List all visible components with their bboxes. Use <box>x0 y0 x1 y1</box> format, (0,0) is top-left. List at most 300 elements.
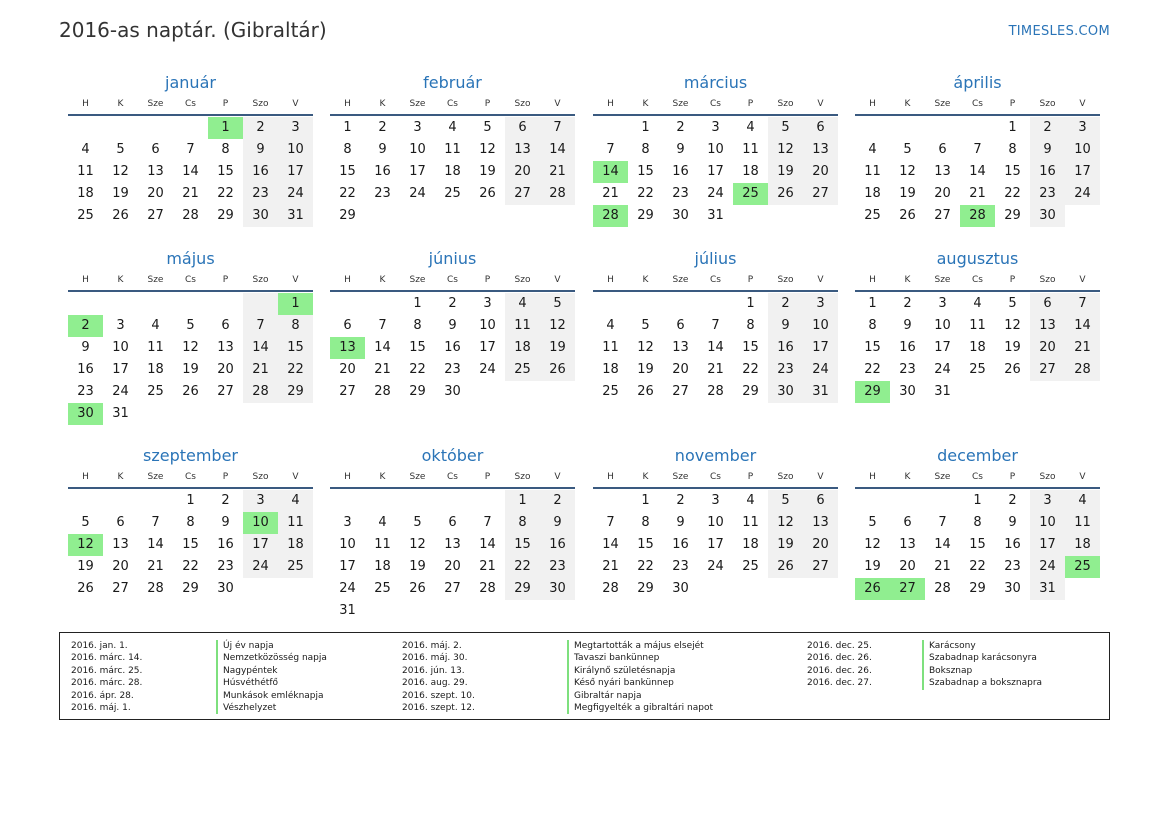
day-cell: 28 <box>147 581 164 596</box>
day-cell: 30 <box>1004 581 1021 596</box>
day-cell: 9 <box>1030 139 1065 161</box>
day-cell: 19 <box>77 559 94 574</box>
empty-day-cell <box>400 490 435 512</box>
day-cell: 8 <box>641 142 650 157</box>
day-cell: 26 <box>409 581 426 596</box>
weekday-header: V <box>554 275 561 285</box>
week-row <box>593 578 838 600</box>
day-cell: 8 <box>1008 142 1017 157</box>
day-cell: 28 <box>374 384 391 399</box>
day-cell: 29 <box>637 581 654 596</box>
day-cell: 22 <box>409 362 426 377</box>
day-cell: 7 <box>1065 293 1100 315</box>
holiday-name: Nagypéntek <box>216 665 278 677</box>
weekday-header: V <box>1079 472 1086 482</box>
header-divider <box>68 114 313 116</box>
day-cell: 1 <box>505 490 540 512</box>
day-cell: 31 <box>707 208 724 223</box>
day-cell: 27 <box>672 384 689 399</box>
day-cell: 31 <box>278 205 313 227</box>
empty-day-cell <box>470 381 505 403</box>
weekday-header: Cs <box>185 472 196 482</box>
day-cell: 14 <box>243 337 278 359</box>
week-row <box>593 556 838 578</box>
day-cell: 25 <box>444 186 461 201</box>
month-name: január <box>165 73 216 92</box>
day-cell: 7 <box>973 142 982 157</box>
day-cell: 3 <box>938 296 947 311</box>
week-row <box>330 556 575 578</box>
day-cell: 19 <box>864 559 881 574</box>
day-cell: 24 <box>112 384 129 399</box>
day-cell: 18 <box>742 537 759 552</box>
day-cell: 15 <box>278 337 313 359</box>
weekday-header: V <box>817 472 824 482</box>
day-cell: 2 <box>676 120 685 135</box>
weekday-header: Szo <box>1039 472 1056 482</box>
day-cell: 31 <box>112 406 129 421</box>
empty-day-cell <box>960 381 995 403</box>
day-cell: 1 <box>868 296 877 311</box>
day-cell: 5 <box>540 293 575 315</box>
weekday-header-row <box>68 272 313 288</box>
empty-day-cell <box>663 293 698 315</box>
month-name: március <box>683 73 748 92</box>
day-cell: 3 <box>1030 490 1065 512</box>
empty-day-cell <box>400 205 435 227</box>
empty-day-cell <box>365 600 400 622</box>
day-cell: 7 <box>938 515 947 530</box>
day-cell: 2 <box>1008 493 1017 508</box>
day-cell: 5 <box>768 117 803 139</box>
day-cell: 26 <box>182 384 199 399</box>
day-cell: 1 <box>746 296 755 311</box>
day-cell: 7 <box>606 142 615 157</box>
weekday-header: Sze <box>934 99 951 109</box>
day-cell: 11 <box>969 318 986 333</box>
weekday-header: P <box>484 275 491 285</box>
day-cell: 20 <box>217 362 234 377</box>
day-cell: 21 <box>1065 337 1100 359</box>
day-cell: 16 <box>768 337 803 359</box>
day-cell: 18 <box>864 186 881 201</box>
day-cell: 5 <box>186 318 195 333</box>
empty-day-cell <box>1030 381 1065 403</box>
day-cell: 14 <box>602 537 619 552</box>
day-cell: 15 <box>742 340 759 355</box>
day-cell: 11 <box>505 315 540 337</box>
holiday-date: 2016. ápr. 28. <box>71 690 134 701</box>
day-cell: 16 <box>217 537 234 552</box>
week-row <box>593 139 838 161</box>
day-cell: 13 <box>217 340 234 355</box>
weekday-header: H <box>607 472 614 482</box>
weekday-header: P <box>1009 275 1016 285</box>
day-cell: 21 <box>479 559 496 574</box>
day-cell: 2 <box>1030 117 1065 139</box>
day-cell: 23 <box>217 559 234 574</box>
week-row <box>68 490 313 512</box>
day-cell: 12 <box>768 139 803 161</box>
day-cell: 2 <box>378 120 387 135</box>
empty-day-cell <box>768 578 803 600</box>
weekday-header: V <box>554 99 561 109</box>
day-cell: 22 <box>742 362 759 377</box>
day-cell: 17 <box>707 537 724 552</box>
brand-link[interactable]: TIMESLES.COM <box>1008 24 1110 39</box>
empty-day-cell <box>138 490 173 512</box>
weekday-header: V <box>1079 99 1086 109</box>
weekday-header: Cs <box>972 472 983 482</box>
holiday-name: Karácsony <box>922 640 976 652</box>
holiday-date: 2016. dec. 26. <box>807 653 872 664</box>
weekday-header: Cs <box>710 472 721 482</box>
week-row <box>855 183 1100 205</box>
day-cell: 19 <box>409 559 426 574</box>
day-cell: 24 <box>1065 183 1100 205</box>
weekday-header: Szo <box>1039 99 1056 109</box>
weekday-header: V <box>817 275 824 285</box>
day-cell: 20 <box>112 559 129 574</box>
day-cell: 18 <box>505 337 540 359</box>
empty-day-cell <box>925 490 960 512</box>
day-cell: 12 <box>182 340 199 355</box>
month-calendar <box>68 72 313 227</box>
month-calendar <box>330 248 575 403</box>
header-divider <box>68 290 313 292</box>
day-cell: 17 <box>409 164 426 179</box>
day-cell: 15 <box>505 534 540 556</box>
day-cell: 21 <box>147 559 164 574</box>
day-cell: 24 <box>707 186 724 201</box>
weekday-header: Szo <box>514 99 531 109</box>
day-cell: 3 <box>483 296 492 311</box>
week-row <box>593 205 838 227</box>
week-row <box>855 534 1100 556</box>
weekday-header: Szo <box>777 275 794 285</box>
day-cell: 23 <box>374 186 391 201</box>
day-cell: 21 <box>707 362 724 377</box>
week-row <box>855 512 1100 534</box>
day-cell: 13 <box>803 512 838 534</box>
weekday-header: Cs <box>710 99 721 109</box>
day-cell: 10 <box>278 139 313 161</box>
weekday-header: Szo <box>514 275 531 285</box>
header-divider <box>593 290 838 292</box>
day-cell: 20 <box>672 362 689 377</box>
day-cell: 30 <box>672 208 689 223</box>
day-cell: 13 <box>672 340 689 355</box>
day-cell: 10 <box>112 340 129 355</box>
day-cell: 7 <box>540 117 575 139</box>
day-cell: 14 <box>374 340 391 355</box>
day-cell: 19 <box>1004 340 1021 355</box>
holiday-name: Késő nyári bankünnep <box>567 677 674 689</box>
day-cell: 1 <box>186 493 195 508</box>
day-cell: 7 <box>606 515 615 530</box>
empty-day-cell <box>733 205 768 227</box>
day-cell: 4 <box>378 515 387 530</box>
day-cell: 31 <box>934 384 951 399</box>
day-cell: 29 <box>182 581 199 596</box>
header-divider <box>330 290 575 292</box>
empty-day-cell <box>138 117 173 139</box>
weekday-header: V <box>292 275 299 285</box>
day-cell: 13 <box>112 537 129 552</box>
empty-day-cell <box>278 403 313 425</box>
month-name: szeptember <box>142 446 238 465</box>
day-cell: 6 <box>803 117 838 139</box>
weekday-header: Cs <box>710 275 721 285</box>
day-cell: 24 <box>243 556 278 578</box>
day-cell: 11 <box>742 515 759 530</box>
month-calendar <box>68 248 313 425</box>
week-row <box>68 534 313 556</box>
day-cell: 2 <box>540 490 575 512</box>
empty-day-cell <box>243 403 278 425</box>
weekday-header-row <box>68 96 313 112</box>
day-cell: 27 <box>147 208 164 223</box>
holiday-date: 2016. dec. 27. <box>807 678 872 689</box>
week-row <box>68 161 313 183</box>
empty-day-cell <box>698 293 733 315</box>
day-cell: 14 <box>479 537 496 552</box>
weekday-header: Cs <box>185 275 196 285</box>
holiday-date: 2016. márc. 14. <box>71 653 143 664</box>
day-cell: 19 <box>768 534 803 556</box>
weekday-header: Sze <box>147 99 164 109</box>
day-cell: 22 <box>1004 186 1021 201</box>
day-cell: 13 <box>444 537 461 552</box>
month-calendar <box>330 445 575 622</box>
day-cell: 14 <box>182 164 199 179</box>
week-row <box>855 161 1100 183</box>
week-row <box>330 381 575 403</box>
empty-day-cell <box>138 293 173 315</box>
day-cell: 27 <box>803 556 838 578</box>
empty-day-cell <box>68 490 103 512</box>
weekday-header: P <box>484 99 491 109</box>
week-row <box>330 337 575 359</box>
holiday-name: Szabadnap a boksznapra <box>922 677 1042 689</box>
day-cell: 24 <box>1030 556 1065 578</box>
day-cell: 3 <box>278 117 313 139</box>
day-cell: 8 <box>278 315 313 337</box>
weekday-header: V <box>817 99 824 109</box>
day-cell: 23 <box>243 183 278 205</box>
day-cell: 23 <box>540 556 575 578</box>
day-cell: 29 <box>1004 208 1021 223</box>
weekday-header: Szo <box>252 275 269 285</box>
day-cell: 21 <box>602 186 619 201</box>
day-cell: 15 <box>339 164 356 179</box>
day-cell: 27 <box>934 208 951 223</box>
week-row <box>330 490 575 512</box>
weekday-header: Sze <box>147 472 164 482</box>
day-cell: 12 <box>637 340 654 355</box>
empty-day-cell <box>505 381 540 403</box>
day-cell: 3 <box>711 120 720 135</box>
day-cell: 25 <box>374 581 391 596</box>
empty-day-cell <box>1065 381 1100 403</box>
day-cell: 6 <box>116 515 125 530</box>
header-divider <box>855 114 1100 116</box>
holiday-name: Megtartották a május elsejét <box>567 640 704 652</box>
empty-day-cell <box>365 490 400 512</box>
empty-day-cell <box>400 600 435 622</box>
day-cell: 17 <box>934 340 951 355</box>
week-row <box>68 381 313 403</box>
weekday-header: K <box>904 472 911 482</box>
day-cell: 28 <box>707 384 724 399</box>
day-cell: 1 <box>973 493 982 508</box>
day-cell: 15 <box>217 164 234 179</box>
empty-day-cell <box>803 578 838 600</box>
day-cell: 15 <box>864 340 881 355</box>
holiday-name: Megfigyelték a gibraltári napot <box>567 702 713 714</box>
day-cell: 16 <box>374 164 391 179</box>
empty-day-cell <box>505 600 540 622</box>
day-cell: 11 <box>374 537 391 552</box>
weekday-header: Sze <box>672 99 689 109</box>
day-cell: 10 <box>479 318 496 333</box>
weekday-header: H <box>607 275 614 285</box>
day-cell: 23 <box>77 384 94 399</box>
week-row <box>593 359 838 381</box>
holiday-date: 2016. szept. 12. <box>402 703 475 713</box>
holiday-list <box>59 632 1110 720</box>
day-cell: 17 <box>479 340 496 355</box>
day-cell: 25 <box>742 559 759 574</box>
day-cell: 23 <box>1004 559 1021 574</box>
day-cell: 16 <box>672 164 689 179</box>
day-cell: 1 <box>641 120 650 135</box>
empty-day-cell <box>470 205 505 227</box>
day-cell: 22 <box>969 559 986 574</box>
day-cell: 29 <box>339 208 356 223</box>
day-cell: 5 <box>1008 296 1017 311</box>
day-cell: 23 <box>672 186 689 201</box>
day-cell: 18 <box>602 362 619 377</box>
day-cell: 3 <box>711 493 720 508</box>
weekday-header: H <box>607 99 614 109</box>
day-cell: 6 <box>903 515 912 530</box>
weekday-header: P <box>222 275 229 285</box>
day-cell: 15 <box>409 340 426 355</box>
day-cell: 24 <box>934 362 951 377</box>
empty-day-cell <box>698 578 733 600</box>
week-row <box>330 183 575 205</box>
holiday-date: 2016. máj. 30. <box>402 653 468 664</box>
day-cell: 25 <box>505 359 540 381</box>
weekday-header: P <box>747 275 754 285</box>
day-cell: 19 <box>637 362 654 377</box>
day-cell: 4 <box>746 493 755 508</box>
day-cell: 14 <box>147 537 164 552</box>
day-cell: 11 <box>77 164 94 179</box>
empty-day-cell <box>803 205 838 227</box>
holiday-day-cell: 1 <box>278 293 313 315</box>
day-cell: 9 <box>676 515 685 530</box>
week-row <box>330 359 575 381</box>
empty-day-cell <box>208 403 243 425</box>
holiday-date: 2016. márc. 28. <box>71 678 143 689</box>
day-cell: 18 <box>444 164 461 179</box>
day-cell: 15 <box>1004 164 1021 179</box>
empty-day-cell <box>138 403 173 425</box>
day-cell: 20 <box>147 186 164 201</box>
week-row <box>855 337 1100 359</box>
day-cell: 3 <box>1065 117 1100 139</box>
month-name: december <box>937 446 1018 465</box>
day-cell: 27 <box>339 384 356 399</box>
weekday-header: K <box>642 275 649 285</box>
day-cell: 29 <box>742 384 759 399</box>
day-cell: 25 <box>147 384 164 399</box>
week-row <box>855 315 1100 337</box>
day-cell: 21 <box>540 161 575 183</box>
day-cell: 26 <box>77 581 94 596</box>
empty-day-cell <box>540 600 575 622</box>
week-row <box>593 490 838 512</box>
holiday-name: Vészhelyzet <box>216 702 276 714</box>
day-cell: 30 <box>217 581 234 596</box>
week-row <box>68 556 313 578</box>
day-cell: 17 <box>707 164 724 179</box>
weekday-header: K <box>117 99 124 109</box>
empty-day-cell <box>243 293 278 315</box>
holiday-date: 2016. dec. 25. <box>807 641 872 651</box>
day-cell: 3 <box>413 120 422 135</box>
day-cell: 14 <box>934 537 951 552</box>
day-cell: 1 <box>1008 120 1017 135</box>
weekday-header: P <box>484 472 491 482</box>
weekday-header: Sze <box>934 472 951 482</box>
day-cell: 17 <box>243 534 278 556</box>
holiday-name: Húsvéthétfő <box>216 677 278 689</box>
holiday-day-cell: 28 <box>593 205 628 227</box>
day-cell: 8 <box>746 318 755 333</box>
day-cell: 10 <box>934 318 951 333</box>
week-row <box>68 578 313 600</box>
week-row <box>68 337 313 359</box>
weekday-header: K <box>117 275 124 285</box>
day-cell: 5 <box>413 515 422 530</box>
day-cell: 3 <box>343 515 352 530</box>
day-cell: 26 <box>768 183 803 205</box>
day-cell: 11 <box>278 512 313 534</box>
day-cell: 20 <box>899 559 916 574</box>
day-cell: 27 <box>1030 359 1065 381</box>
day-cell: 13 <box>1030 315 1065 337</box>
day-cell: 15 <box>637 537 654 552</box>
week-row <box>68 183 313 205</box>
holiday-day-cell: 10 <box>243 512 278 534</box>
day-cell: 16 <box>672 537 689 552</box>
week-row <box>593 337 838 359</box>
header-divider <box>330 487 575 489</box>
week-row <box>330 315 575 337</box>
weekday-header: K <box>904 275 911 285</box>
month-name: május <box>166 249 215 268</box>
day-cell: 16 <box>1004 537 1021 552</box>
month-calendar <box>330 72 575 227</box>
week-row <box>855 490 1100 512</box>
day-cell: 9 <box>903 318 912 333</box>
week-row <box>593 315 838 337</box>
day-cell: 20 <box>505 161 540 183</box>
week-row <box>855 117 1100 139</box>
